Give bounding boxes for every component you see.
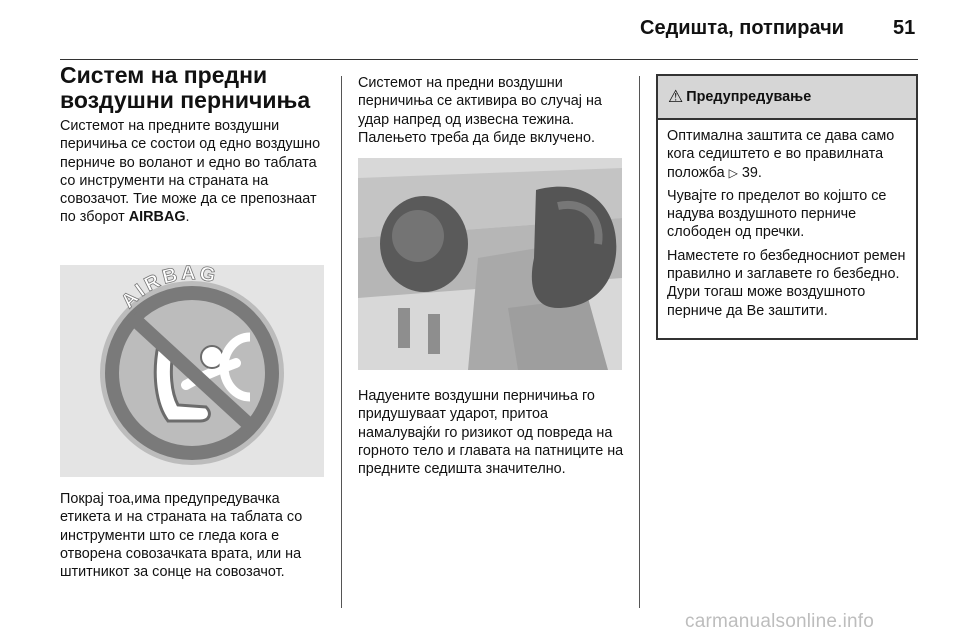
page-reference-icon: ▷	[728, 165, 738, 180]
label-location-text: Покрај тоа,има предупредувачка етикета и на страната на таблата со инструменти што се гледа кога е отворена совозачката врата, или на штитникот за сонце на совозачот.	[60, 491, 303, 581]
warning-header	[658, 76, 916, 120]
page-number: 51	[893, 17, 916, 39]
column-divider-2	[639, 76, 640, 608]
no-child-seat-airbag-icon	[60, 265, 324, 477]
warning-paragraph-1	[667, 127, 907, 182]
header-divider	[60, 59, 918, 60]
keyword-suffix: .	[185, 209, 190, 226]
warning-triangle-icon: ⚠	[668, 87, 684, 106]
intro-paragraph	[60, 117, 328, 227]
activation-text: Системот на предни воздушни перничиња се активира во случај на удар напред од извесна тежина. Палењето треба да биде вклучено.	[358, 75, 602, 146]
column-1-text	[60, 63, 328, 227]
cushion-text: Надуените воздушни перничиња го придушуваат ударот, притоа намалувајќи го ризикот од повреда на горното тело и главата на патниците на предните седишта значително.	[358, 388, 624, 478]
warning-title: Предупредување	[686, 89, 812, 105]
airbag-warning-label-image	[60, 265, 324, 477]
warning-paragraph-3: Наместете го безбедносниот ремен правилно и заглавете го безбедно. Дури тогаш може воздушното перниче да Ве заштити.	[667, 247, 906, 319]
page-header-title: Седишта, потпирачи	[640, 17, 844, 39]
warning-body	[658, 120, 916, 320]
warning-box	[656, 74, 918, 340]
airbag-arc-text: AIRBAG	[117, 265, 221, 313]
airbag-keyword: AIRBAG	[128, 209, 186, 226]
section-title: Систем на предни воздушни перничиња	[60, 62, 311, 113]
warning-ref-page: 39.	[741, 164, 762, 181]
intro-text: Системот на предните воздушни перичиња се состои од едно воздушно перниче во воланот и едно во таблата со инструменти на страната на совозачот. Тие може да се препознаат по зборот	[60, 118, 321, 226]
watermark: carmanualsonline.info	[685, 611, 875, 632]
warning-text-1: Оптимална заштита се дава само кога седиштето е во правилната положба	[667, 128, 895, 181]
warning-paragraph-2: Чувајте го пределот во којшто се надува воздушното перниче слободен од пречки.	[667, 187, 887, 241]
column-divider-1	[341, 76, 342, 608]
dashboard-airbags-illustration	[358, 158, 622, 370]
front-airbags-deployed-image	[358, 158, 622, 370]
